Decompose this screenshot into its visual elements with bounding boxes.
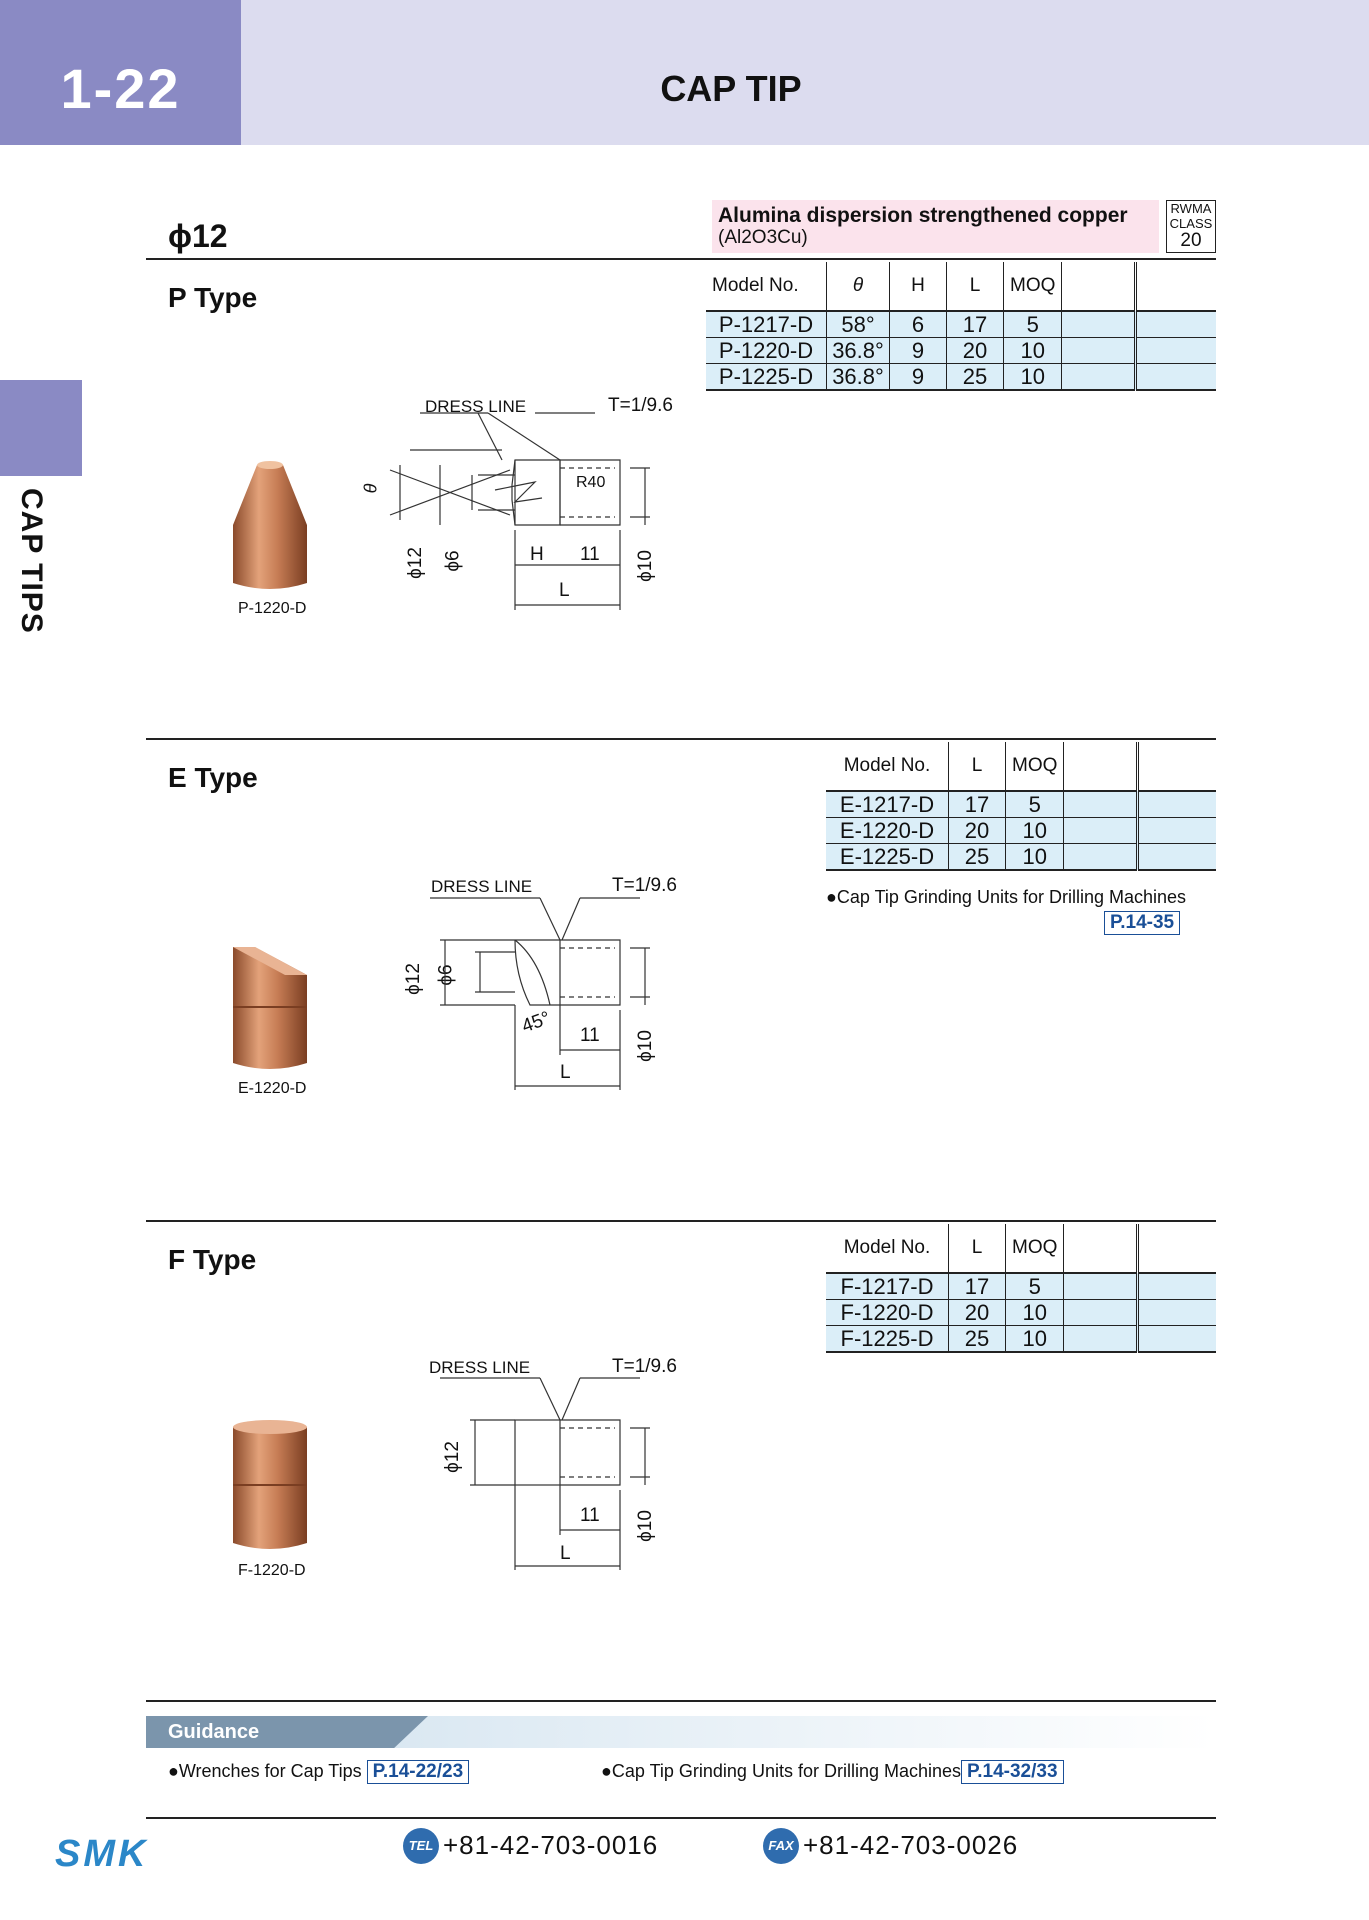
p-type-title: P Type <box>168 282 258 313</box>
cell-model: F-1217-D <box>826 1273 949 1300</box>
col-l: L <box>949 742 1006 791</box>
rwma-class-value: 20 <box>1180 230 1202 251</box>
material-formula: (Al2O3Cu) <box>718 227 808 248</box>
cell-moq: 10 <box>1004 338 1062 364</box>
p-type-table <box>706 262 1216 391</box>
page-title: CAP TIP <box>660 68 802 109</box>
cell-h: 9 <box>890 338 947 364</box>
e-type-title: E Type <box>168 762 258 793</box>
cell-theta: 36.8° <box>827 338 890 364</box>
e-l-label: L <box>560 1062 571 1083</box>
p-h-label: H <box>530 544 544 565</box>
section-rule <box>146 738 1216 740</box>
side-tab-label: CAP TIPS <box>15 488 48 634</box>
table-row <box>826 791 1216 818</box>
guidance-item-2 <box>601 1760 1064 1784</box>
page-ref-link[interactable]: P.14-35 <box>1104 911 1180 935</box>
cell-moq: 10 <box>1004 364 1062 391</box>
col-l: L <box>949 1224 1006 1273</box>
footer-rule <box>146 1817 1216 1819</box>
e-type-note: ●Cap Tip Grinding Units for Drilling Machines <box>826 887 1187 907</box>
table-row <box>826 818 1216 844</box>
cell-model: F-1225-D <box>826 1326 949 1353</box>
cell-h: 6 <box>890 311 947 338</box>
p-11-label: 11 <box>580 544 600 565</box>
f-type-drawing <box>440 1370 680 1580</box>
guidance-label: Guidance <box>168 1721 260 1743</box>
col-moq: MOQ <box>1006 1224 1064 1273</box>
col-model-no: Model No. <box>706 262 827 311</box>
cell-moq: 10 <box>1006 1326 1064 1353</box>
p-type-drawing <box>380 410 680 620</box>
table-row <box>826 1326 1216 1353</box>
p-d12-label: ϕ12 <box>404 547 426 579</box>
col-h: H <box>890 262 947 311</box>
p-d6-label: ϕ6 <box>442 550 464 572</box>
f-type-table <box>826 1224 1216 1353</box>
guidance-item-1-ref[interactable]: P.14-22/23 <box>367 1760 470 1784</box>
table-row <box>706 338 1216 364</box>
cell-moq: 5 <box>1004 311 1062 338</box>
e-d10-label: ϕ10 <box>634 1030 656 1062</box>
company-logo: SMK <box>55 1833 149 1875</box>
p-dress-line-label: DRESS LINE <box>425 397 527 416</box>
p-taper-label: T=1/9.6 <box>608 395 673 416</box>
table-row <box>706 311 1216 338</box>
cell-moq: 5 <box>1006 1273 1064 1300</box>
guidance-item-2-ref[interactable]: P.14-32/33 <box>961 1760 1064 1784</box>
cell-l: 25 <box>949 1326 1006 1353</box>
cell-l: 25 <box>947 364 1004 391</box>
rwma-class-label: CLASS <box>1169 216 1213 231</box>
section-rule <box>146 1220 1216 1222</box>
cell-moq: 10 <box>1006 1300 1064 1326</box>
e-taper-label: T=1/9.6 <box>612 875 677 896</box>
col-model-no: Model No. <box>826 1224 949 1273</box>
e-type-drawing <box>420 890 680 1100</box>
cell-moq: 10 <box>1006 844 1064 871</box>
fax-icon: FAX <box>763 1828 799 1864</box>
fax-number: +81-42-703-0026 <box>803 1830 1019 1860</box>
side-tab-marker <box>0 380 82 476</box>
cell-model: F-1220-D <box>826 1300 949 1326</box>
f-dress-line-label: DRESS LINE <box>429 1358 531 1377</box>
p-theta-label: θ <box>360 483 381 494</box>
p-type-image-caption: P-1220-D <box>238 600 307 617</box>
col-model-no: Model No. <box>826 742 949 791</box>
cell-theta: 36.8° <box>827 364 890 391</box>
e-type-note-ref[interactable] <box>1104 911 1180 935</box>
page-number: 1-22 <box>60 57 181 120</box>
cell-model: E-1217-D <box>826 791 949 818</box>
f-d12-label: ϕ12 <box>441 1441 463 1473</box>
table-row <box>826 1273 1216 1300</box>
table-row <box>706 364 1216 391</box>
p-radius-label: R40 <box>576 474 606 491</box>
f-type-title: F Type <box>168 1244 257 1275</box>
cell-model: P-1217-D <box>706 311 827 338</box>
guidance-item-2-text: ●Cap Tip Grinding Units for Drilling Machines <box>601 1761 962 1781</box>
f-d10-label: ϕ10 <box>634 1510 656 1542</box>
section-rule <box>146 258 1216 260</box>
cell-l: 20 <box>949 818 1006 844</box>
tel-number: +81-42-703-0016 <box>443 1830 659 1860</box>
rwma-label: RWMA <box>1170 201 1212 216</box>
col-moq: MOQ <box>1006 742 1064 791</box>
section-diameter: ϕ12 <box>168 218 228 254</box>
guidance-item-1-text: ●Wrenches for Cap Tips <box>168 1761 362 1781</box>
e-dress-line-label: DRESS LINE <box>431 877 533 896</box>
cell-theta: 58° <box>827 311 890 338</box>
e-d12-label: ϕ12 <box>402 963 424 995</box>
cell-l: 25 <box>949 844 1006 871</box>
e-11-label: 11 <box>580 1025 600 1046</box>
col-theta: θ <box>827 262 890 311</box>
f-type-product-image <box>225 1415 315 1555</box>
material-name: Alumina dispersion strengthened copper <box>718 204 1128 227</box>
e-type-image-caption: E-1220-D <box>238 1080 307 1097</box>
guidance-item-1 <box>168 1760 469 1784</box>
tel-icon: TEL <box>403 1828 439 1864</box>
cell-model: P-1220-D <box>706 338 827 364</box>
e-type-product-image <box>225 935 315 1075</box>
cell-l: 17 <box>949 1273 1006 1300</box>
p-type-product-image <box>225 455 315 595</box>
cell-l: 20 <box>949 1300 1006 1326</box>
p-d10-label: ϕ10 <box>634 550 656 582</box>
cell-moq: 5 <box>1006 791 1064 818</box>
e-angle-label: 45° <box>519 1007 554 1038</box>
col-moq: MOQ <box>1004 262 1062 311</box>
cell-l: 20 <box>947 338 1004 364</box>
f-l-label: L <box>560 1543 571 1564</box>
table-row <box>826 1300 1216 1326</box>
f-type-image-caption: F-1220-D <box>238 1562 306 1579</box>
cell-model: E-1220-D <box>826 818 949 844</box>
e-type-table <box>826 742 1216 871</box>
p-l-label: L <box>559 580 570 601</box>
rwma-class-badge <box>1166 200 1216 253</box>
cell-l: 17 <box>947 311 1004 338</box>
col-l: L <box>947 262 1004 311</box>
cell-model: P-1225-D <box>706 364 827 391</box>
e-d6-label: ϕ6 <box>435 964 457 986</box>
cell-l: 17 <box>949 791 1006 818</box>
cell-h: 9 <box>890 364 947 391</box>
f-11-label: 11 <box>580 1505 600 1526</box>
cell-moq: 10 <box>1006 818 1064 844</box>
cell-model: E-1225-D <box>826 844 949 871</box>
table-row <box>826 844 1216 871</box>
guidance-rule <box>146 1700 1216 1702</box>
f-taper-label: T=1/9.6 <box>612 1356 677 1377</box>
